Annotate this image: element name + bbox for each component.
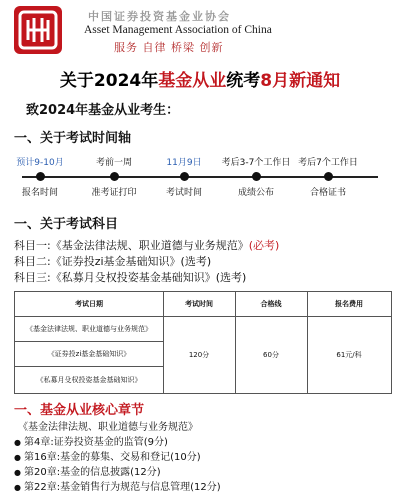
- table-cell-subject: 《私募月殳权投姿基金基础知识》: [36, 376, 142, 384]
- table-header: 考试时间: [185, 300, 213, 308]
- section-heading-subjects: 一、关于考试科目: [14, 217, 119, 232]
- chapter-item: ● 第4章:证券投资基金的监管(9分): [14, 433, 168, 448]
- org-name-en: Asset Management Association of China: [84, 24, 272, 36]
- subject-note: (选考): [215, 271, 247, 284]
- subject-text: 科目三:《私募月殳权投姿基金基础知识》: [14, 271, 216, 284]
- subject-text: 科目二:《证券投zi基金基础知识》: [14, 255, 181, 268]
- timeline-when: 考后3-7个工作日: [221, 158, 291, 168]
- section-heading-timeline: 一、关于考试时间轴: [14, 131, 132, 146]
- timeline-dot: [110, 172, 119, 181]
- title-highlight-1: 基金从业: [158, 71, 227, 91]
- subject-3: [14, 269, 246, 285]
- subject-text: 科目一:《基金法律法规、职业道德与业务规范》: [14, 239, 249, 252]
- timeline-dot: [180, 172, 189, 181]
- timeline-dot: [36, 172, 45, 181]
- org-name-cn: 中国证券投资基金业协会: [88, 10, 231, 23]
- table-cell-subject: 《基金法律法规、职业道德与业务规范》: [26, 325, 152, 333]
- timeline-event: 准考证打印: [91, 188, 137, 198]
- title-mid: 统考: [226, 71, 261, 91]
- timeline-event: 报名时间: [21, 188, 59, 198]
- table-header: 考试日期: [75, 300, 103, 308]
- subject-2: [14, 253, 211, 269]
- timeline-event: 合格证书: [309, 188, 347, 198]
- timeline-event: 成绩公布: [237, 188, 275, 198]
- timeline-dot: [252, 172, 261, 181]
- chapter-item: ● 第20章:基金的信息披露(12分): [14, 463, 161, 478]
- amac-logo: [14, 6, 62, 54]
- header: [0, 0, 400, 60]
- table-cell-time: 120分: [188, 351, 210, 359]
- page-title: [0, 66, 400, 91]
- chapter-item: ● 第16章:基金的募集、交易和登记(10分): [14, 448, 201, 463]
- timeline-dot: [324, 172, 333, 181]
- subject-note: (选考): [180, 255, 212, 268]
- table-cell-fee: 61元/科: [336, 351, 362, 359]
- title-pre: 关于2024年: [59, 71, 159, 91]
- timeline-when: 考前一周: [95, 158, 133, 168]
- title-highlight-2: 8月新通知: [260, 71, 341, 91]
- subject-1: [14, 237, 279, 253]
- timeline-when: 预计9-10月: [16, 158, 64, 168]
- table-header: 报名费用: [335, 300, 363, 308]
- book-title: 《基金法律法规、职业道德与业务规范》: [18, 422, 198, 433]
- table-cell-pass: 60分: [263, 351, 279, 359]
- slogan: 服务 自律 桥梁 创新: [114, 41, 224, 54]
- greeting: 致2024年基金从业考生：: [26, 103, 180, 118]
- table-cell-subject: 《证券投zi基金基础知识》: [47, 350, 131, 358]
- subject-note: (必考): [248, 239, 280, 252]
- timeline-when: 11月9日: [166, 158, 202, 168]
- timeline-when: 考后7个工作日: [298, 158, 358, 168]
- timeline-event: 考试时间: [165, 188, 203, 198]
- exam-table: [14, 291, 392, 394]
- section-heading-chapters: 一、基金从业核心章节: [14, 403, 145, 418]
- chapter-item: ● 第22章:基金销售行为规范与信息管理(12分): [14, 478, 221, 493]
- table-header: 合格线: [260, 300, 282, 308]
